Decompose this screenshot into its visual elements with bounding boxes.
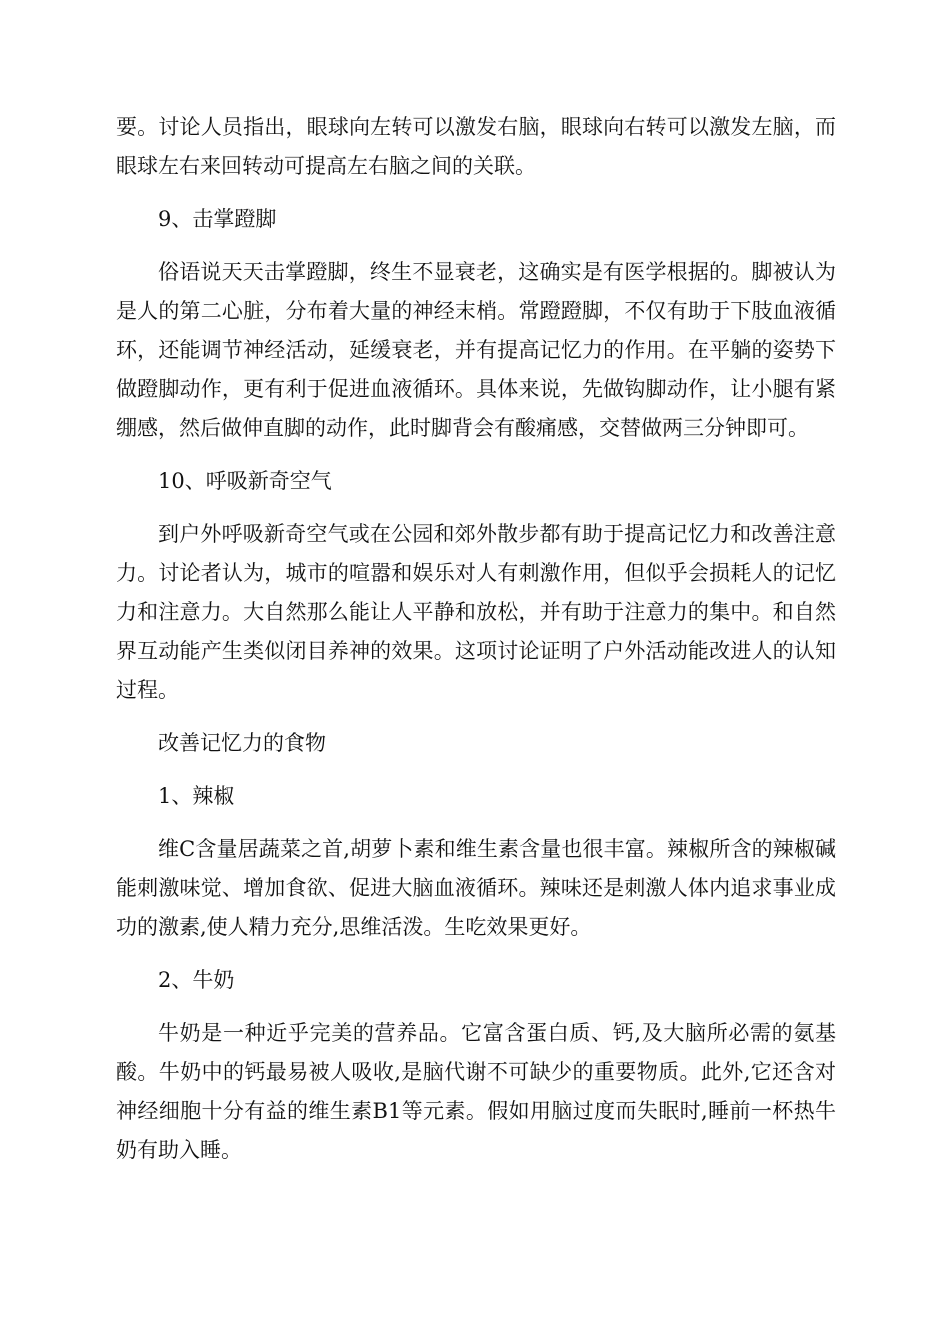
paragraph-milk: 牛奶是一种近乎完美的营养品。它富含蛋白质、钙,及大脑所必需的氨基酸。牛奶中的钙最易被人吸收,是脑代谢不可缺少的重要物质。此外,它还含对神经细胞十分有益的维生素B1等元素。假如用脑过度而失眠时,睡前一杯热牛奶有助入睡。 [116,1021,836,1162]
paragraph-continuation: 要。讨论人员指出，眼球向左转可以激发右脑，眼球向右转可以激发左脑，而眼球左右来回转动可提高左右脑之间的关联。 [116,115,836,178]
document-page [116,108,836,1170]
heading-chili: 1、辣椒 [158,784,235,808]
paragraph-chili: 维C含量居蔬菜之首,胡萝卜素和维生素含量也很丰富。辣椒所含的辣椒碱能刺激味觉、增加食欲、促进大脑血液循环。辣味还是刺激人体内追求事业成功的激素,使人精力充分,思维活泼。生吃效果更好。 [116,837,836,939]
heading-memory-foods: 改善记忆力的食物 [158,731,326,755]
heading-fresh-air: 10、呼吸新奇空气 [158,469,332,493]
paragraph-clap-kick: 俗语说天天击掌蹬脚，终生不显衰老，这确实是有医学根据的。脚被认为是人的第二心脏，分布着大量的神经末梢。常蹬蹬脚，不仅有助于下肢血液循环，还能调节神经活动，延缓衰老，并有提高记忆力的作用。在平躺的姿势下做蹬脚动作，更有利于促进血液循环。具体来说，先做钩脚动作，让小腿有紧绷感，然后做伸直脚的动作，此时脚背会有酸痛感，交替做两三分钟即可。 [116,260,836,440]
paragraph-fresh-air: 到户外呼吸新奇空气或在公园和郊外散步都有助于提高记忆力和改善注意力。讨论者认为，城市的喧嚣和娱乐对人有刺激作用，但似乎会损耗人的记忆力和注意力。大自然那么能让人平静和放松，并有助于注意力的集中。和自然界互动能产生类似闭目养神的效果。这项讨论证明了户外活动能改进人的认知过程。 [116,522,836,702]
heading-clap-kick: 9、击掌蹬脚 [158,207,277,231]
heading-milk: 2、牛奶 [158,968,235,992]
